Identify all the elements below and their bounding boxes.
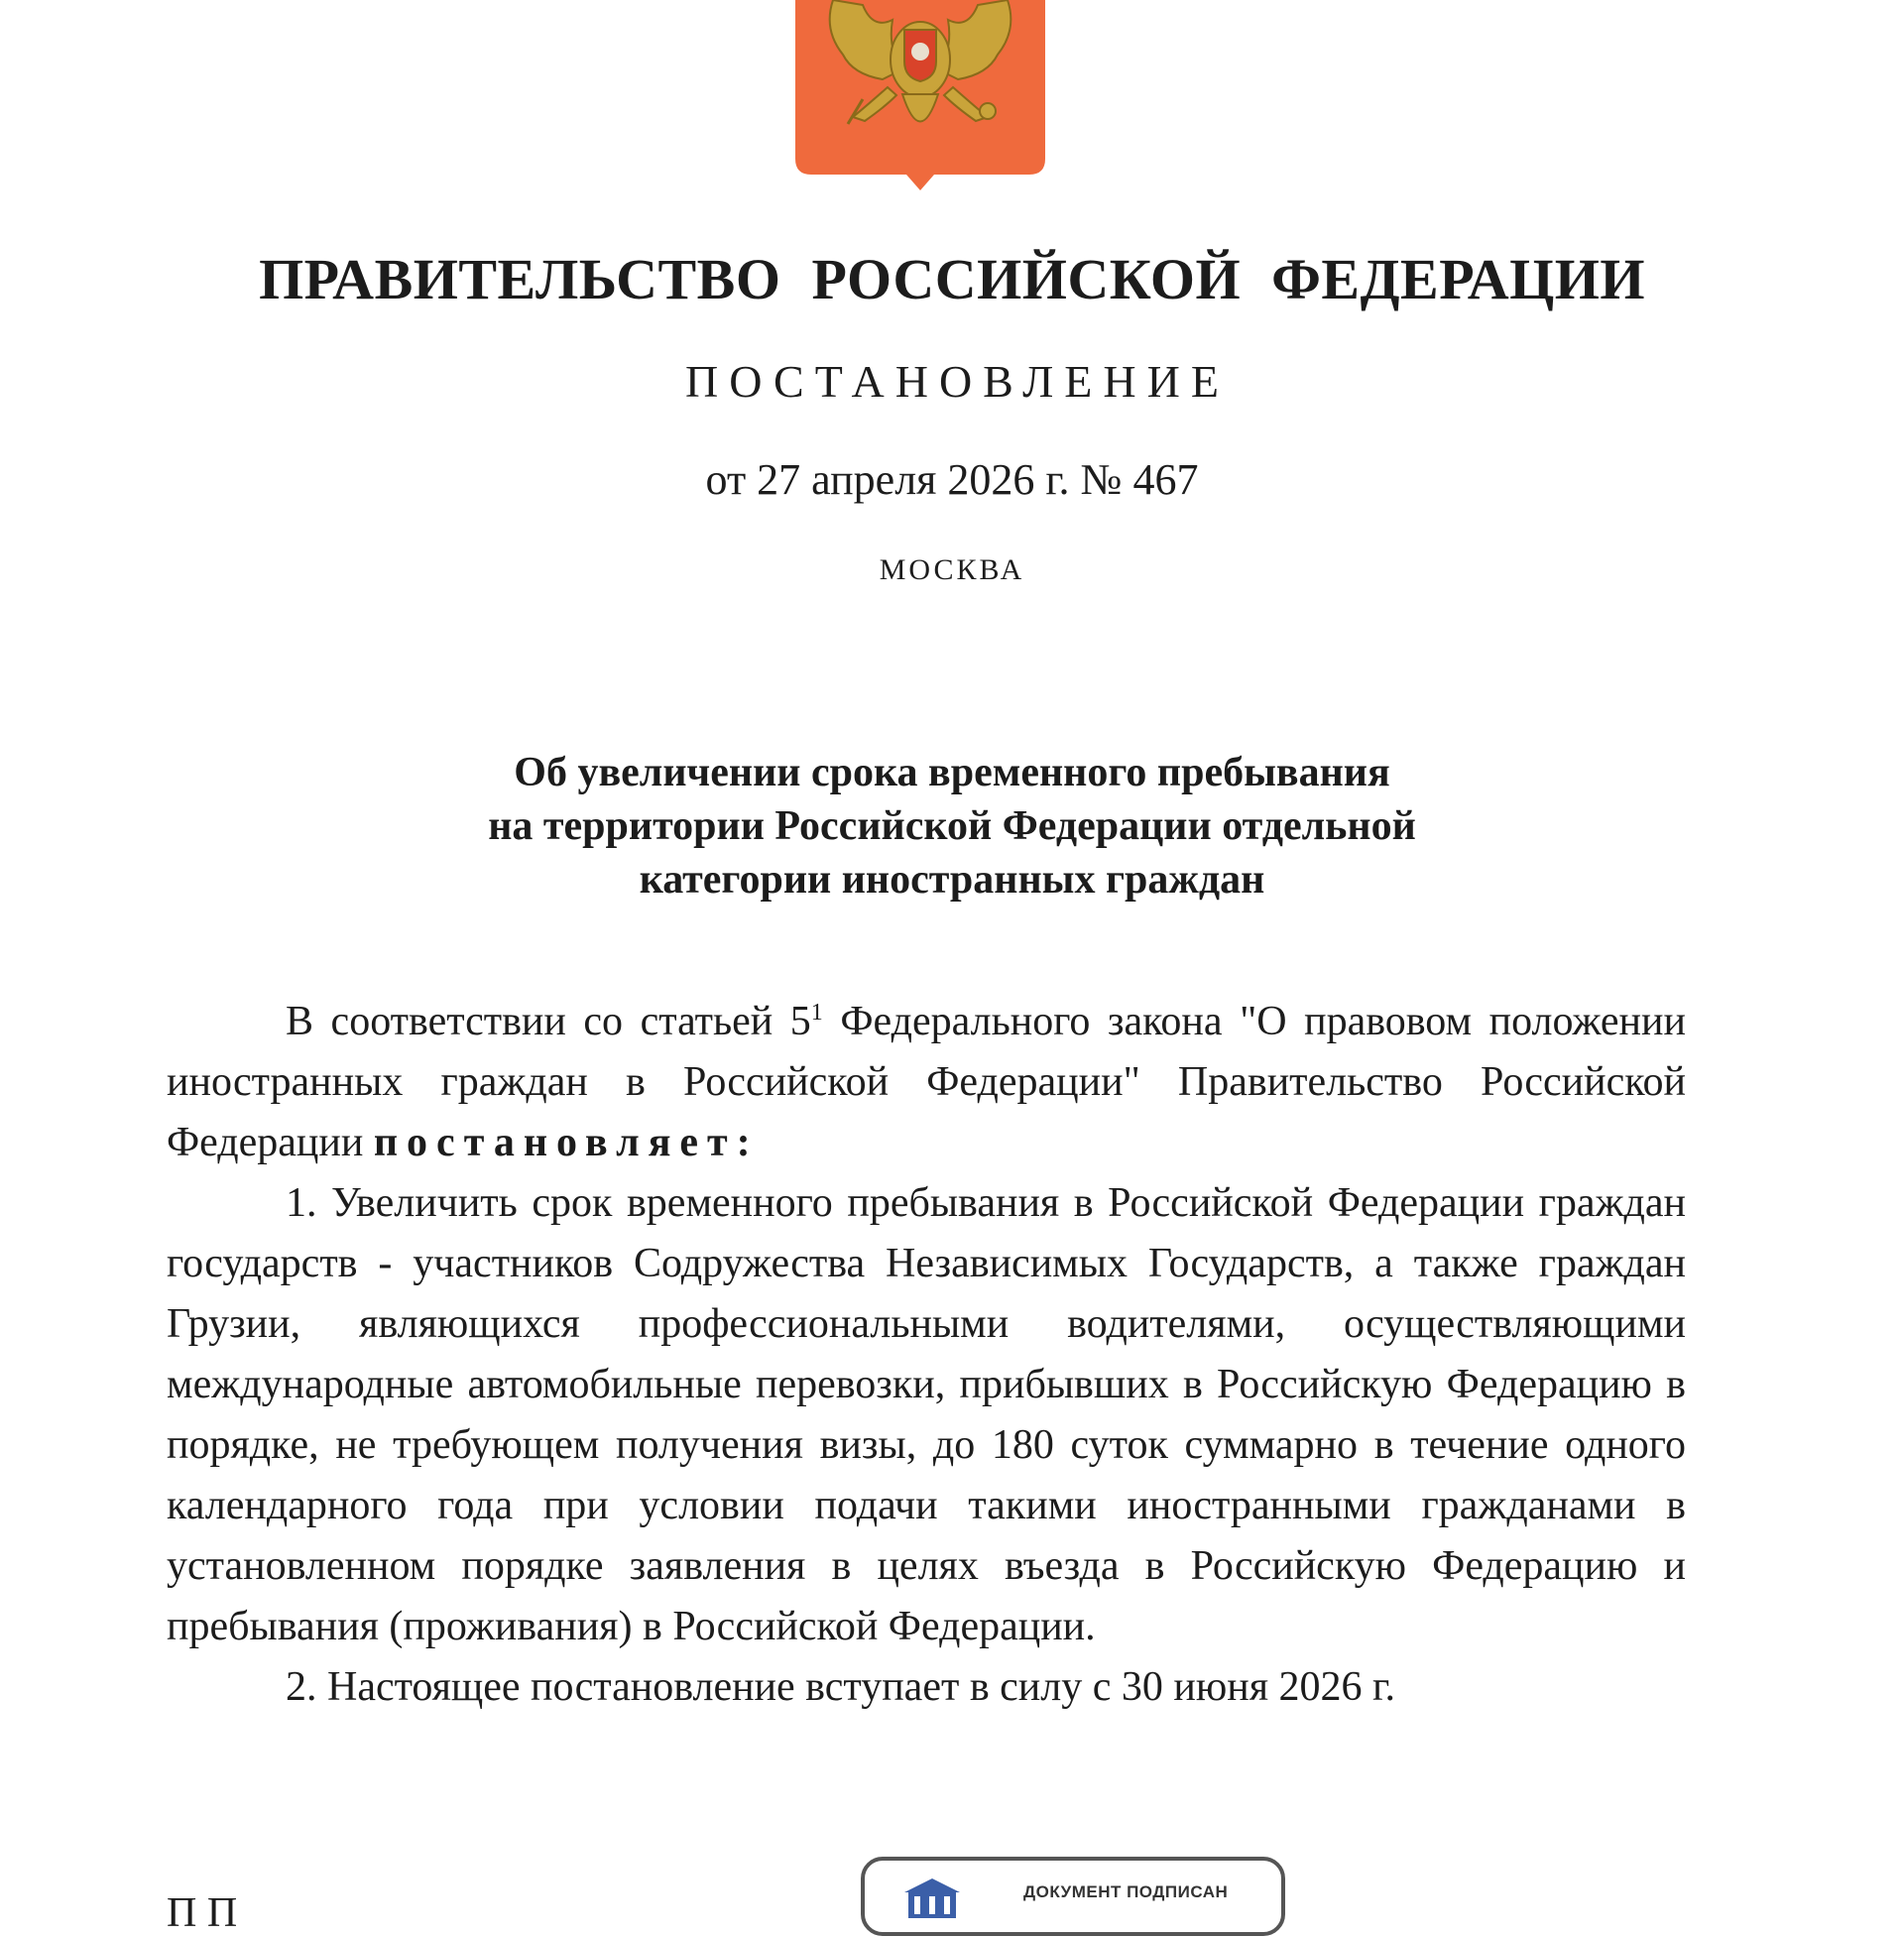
esign-label: ДОКУМЕНТ ПОДПИСАН [1023,1882,1229,1901]
resolves-word: постановляет: [373,1120,760,1165]
document-body [167,992,1686,1718]
item-2-paragraph: 2. Настоящее постановление вступает в силу с 30 июня 2026 г. [286,1664,1396,1710]
document-type: ПОСТАНОВЛЕНИЕ [685,356,1230,407]
coat-of-arms-icon [793,0,1047,193]
subject-line: Об увеличении срока временного пребывания [514,750,1390,795]
preamble-paragraph [167,992,1686,1173]
signature-block-partial: П П [167,1890,238,1936]
subject-line: категории иностранных граждан [639,857,1265,903]
document-date-number: от 27 апреля 2026 г. № 467 [705,455,1199,504]
preamble-text: В соответствии со статьей 5 [286,999,811,1044]
subject-line: на территории Российской Федерации отдельной [488,803,1416,849]
preamble-text-cont: Федерального закона "О правовом положении иностранных граждан в Российской Федерации" Правительство Российской Федерации [167,999,1686,1165]
government-title: ПРАВИТЕЛЬСТВО РОССИЙСКОЙ ФЕДЕРАЦИИ [259,247,1645,311]
document-city: МОСКВА [879,553,1025,586]
item-1-paragraph: 1. Увеличить срок временного пребывания в Российской Федерации граждан государств - участников Содружества Независимых Государств, а также граждан Грузии, являющихся профессиональными водителями, осуществляющими международные автомобильные перевозки, прибывших в Российскую Федерацию в порядке, не требующем получения визы, до 180 суток суммарно в течение одного календарного года при условии подачи такими иностранными гражданами в установленном порядке заявления в целях въезда в Российскую Федерацию и пребывания (проживания) в Российской Федерации. [167,1180,1686,1649]
document-subject [0,746,1904,907]
certificate-icon [904,1878,960,1918]
article-superscript: 1 [810,1000,823,1026]
electronic-signature-stamp [861,1857,1285,1936]
